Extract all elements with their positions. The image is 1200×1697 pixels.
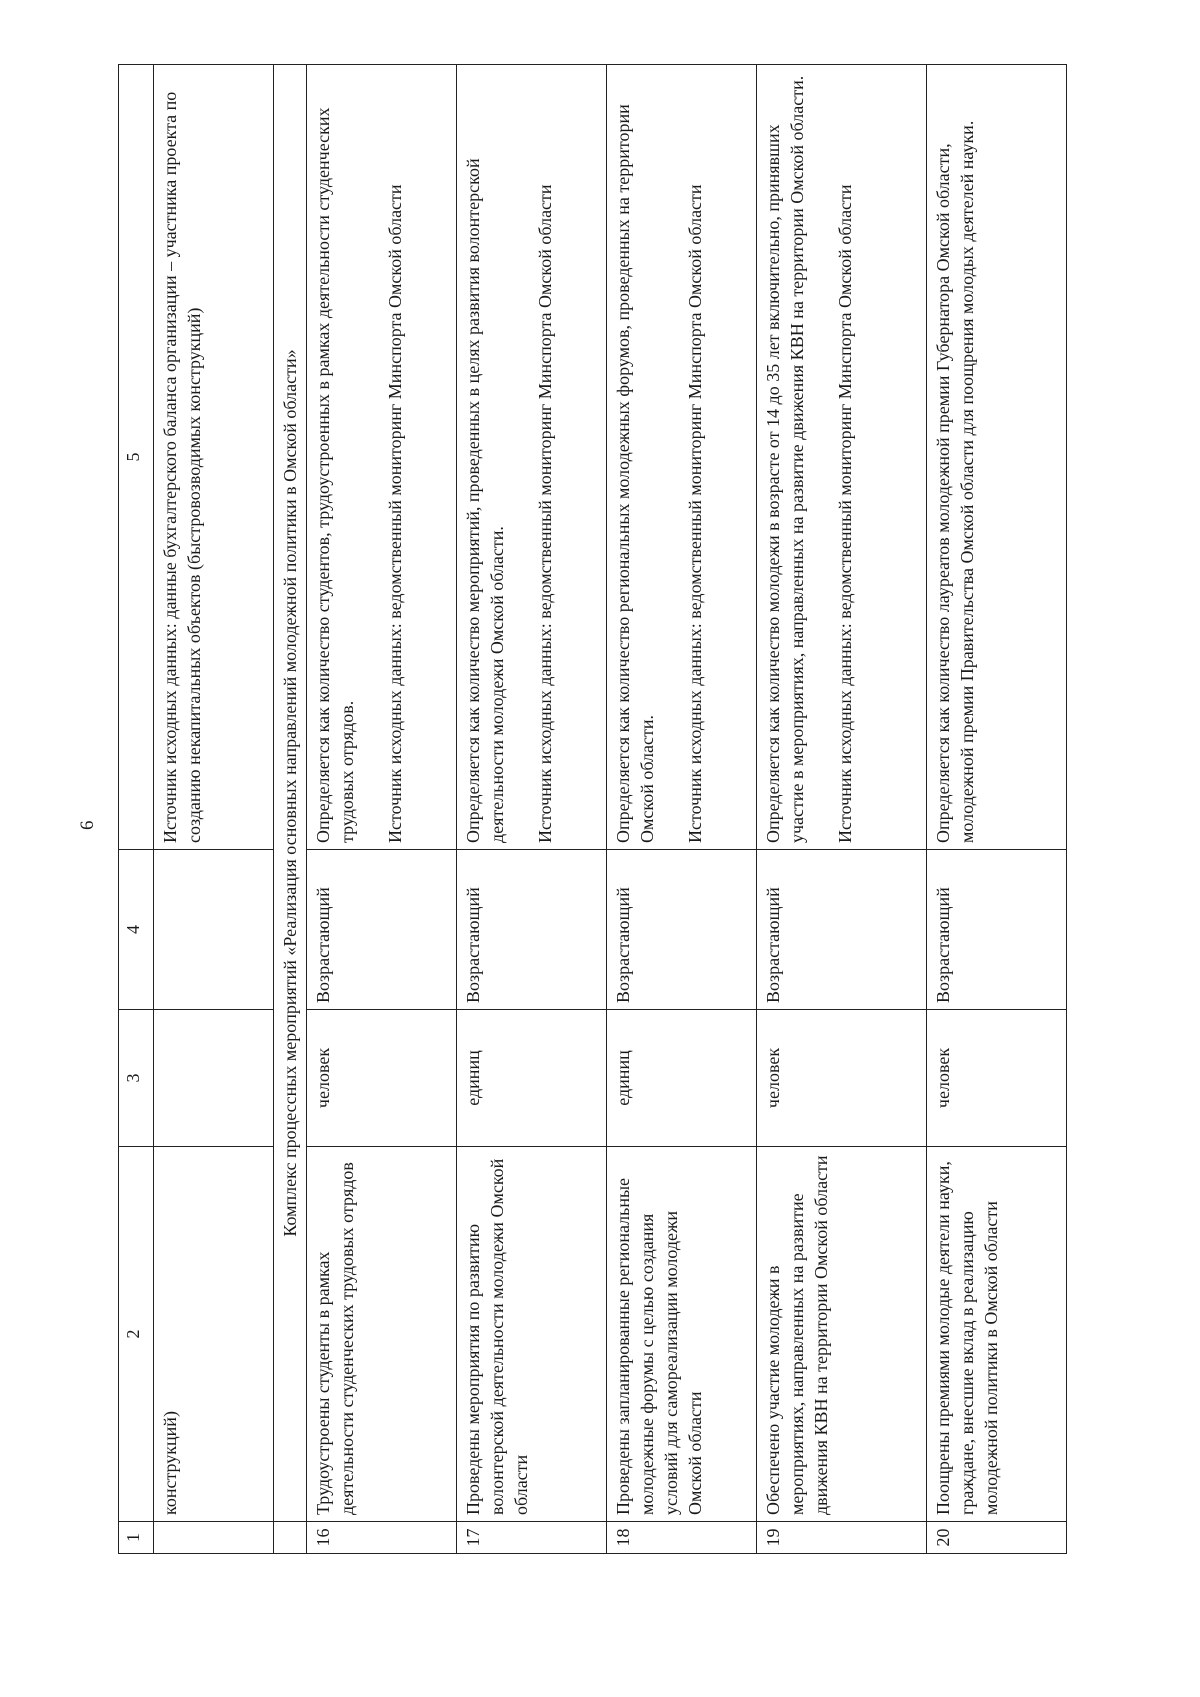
table-row [457, 65, 607, 1554]
method-text: Определяется как количество лауреатов молодежной премии Губернатора Омской области, молодежной премии Правительства Омской области для поощрения молодых деятелей науки. [933, 120, 977, 843]
header-cell: 2 [119, 1147, 154, 1522]
section-title: Комплекс процессных мероприятий «Реализация основных направлений молодежной политики в Омской области» [274, 65, 307, 1522]
row-number: 18 [607, 1522, 757, 1554]
table-cell [154, 1010, 274, 1147]
unit-cell: человек [927, 1010, 1067, 1147]
indicator-table [118, 64, 1067, 1554]
trend-cell: Возрастающий [307, 850, 457, 1010]
table-row [927, 65, 1067, 1554]
table-cell [154, 1522, 274, 1554]
indicator-cell: Обеспечено участие молодежи в мероприятиях, направленных на развитие движения КВН на территории Омской области [757, 1147, 927, 1522]
header-cell: 5 [119, 65, 154, 850]
method-cell: Источник исходных данных: данные бухгалтерского баланса организации – участника проекта по созданию некапитальных объектов (быстровозводимых конструкций) [154, 65, 274, 850]
unit-cell: человек [757, 1010, 927, 1147]
header-cell: 1 [119, 1522, 154, 1554]
header-cell: 4 [119, 850, 154, 1010]
table-row [307, 65, 457, 1554]
trend-cell: Возрастающий [927, 850, 1067, 1010]
method-text: Определяется как количество студентов, трудоустроенных в рамках деятельности студенческих трудовых отрядов. [313, 107, 357, 843]
row-number: 20 [927, 1522, 1067, 1554]
continuation-row [154, 65, 274, 1554]
source-text: Источник исходных данных: ведомственный мониторинг Минспорта Омской области [685, 184, 705, 843]
unit-cell: единиц [607, 1010, 757, 1147]
source-text: Источник исходных данных: ведомственный мониторинг Минспорта Омской области [535, 184, 555, 843]
header-row [119, 65, 154, 1554]
table-cell [274, 1522, 307, 1554]
indicator-cell: Проведены запланированные региональные молодежные форумы с целью создания условий для самореализации молодежи Омской области [607, 1147, 757, 1522]
trend-cell: Возрастающий [757, 850, 927, 1010]
unit-cell: человек [307, 1010, 457, 1147]
trend-cell: Возрастающий [457, 850, 607, 1010]
source-text: Источник исходных данных: ведомственный мониторинг Минспорта Омской области [385, 184, 405, 843]
indicator-cell: Проведены мероприятия по развитию волонтерской деятельности молодежи Омской области [457, 1147, 607, 1522]
table-row [757, 65, 927, 1554]
method-text: Определяется как количество молодежи в возрасте от 14 до 35 лет включительно, принявших участие в мероприятиях, направленных на развитие движения КВН на территории Омской области. [763, 75, 807, 843]
page-number: 6 [77, 820, 98, 830]
header-cell: 3 [119, 1010, 154, 1147]
unit-cell: единиц [457, 1010, 607, 1147]
method-text: Определяется как количество региональных молодежных форумов, проведенных на территории Омской области. [613, 104, 657, 843]
method-text: Определяется как количество мероприятий, проведенных в целях развития волонтерской деятельности молодежи Омской области. [463, 158, 507, 843]
method-cell [607, 65, 757, 850]
row-number: 19 [757, 1522, 927, 1554]
trend-cell: Возрастающий [607, 850, 757, 1010]
method-cell [757, 65, 927, 850]
table-cell [154, 850, 274, 1010]
row-number: 16 [307, 1522, 457, 1554]
section-row [274, 65, 307, 1554]
method-cell [307, 65, 457, 850]
row-number: 17 [457, 1522, 607, 1554]
table-row [607, 65, 757, 1554]
source-text: Источник исходных данных: ведомственный мониторинг Минспорта Омской области [835, 184, 855, 843]
indicator-cell: Трудоустроены студенты в рамках деятельности студенческих трудовых отрядов [307, 1147, 457, 1522]
indicator-cell: Поощрены премиями молодые деятели науки, граждане, внесшие вклад в реализацию молодежной политики в Омской области [927, 1147, 1067, 1522]
indicator-cell: конструкций) [154, 1147, 274, 1522]
method-cell [457, 65, 607, 850]
method-cell [927, 65, 1067, 850]
indicator-table-sheet [118, 64, 1058, 1554]
